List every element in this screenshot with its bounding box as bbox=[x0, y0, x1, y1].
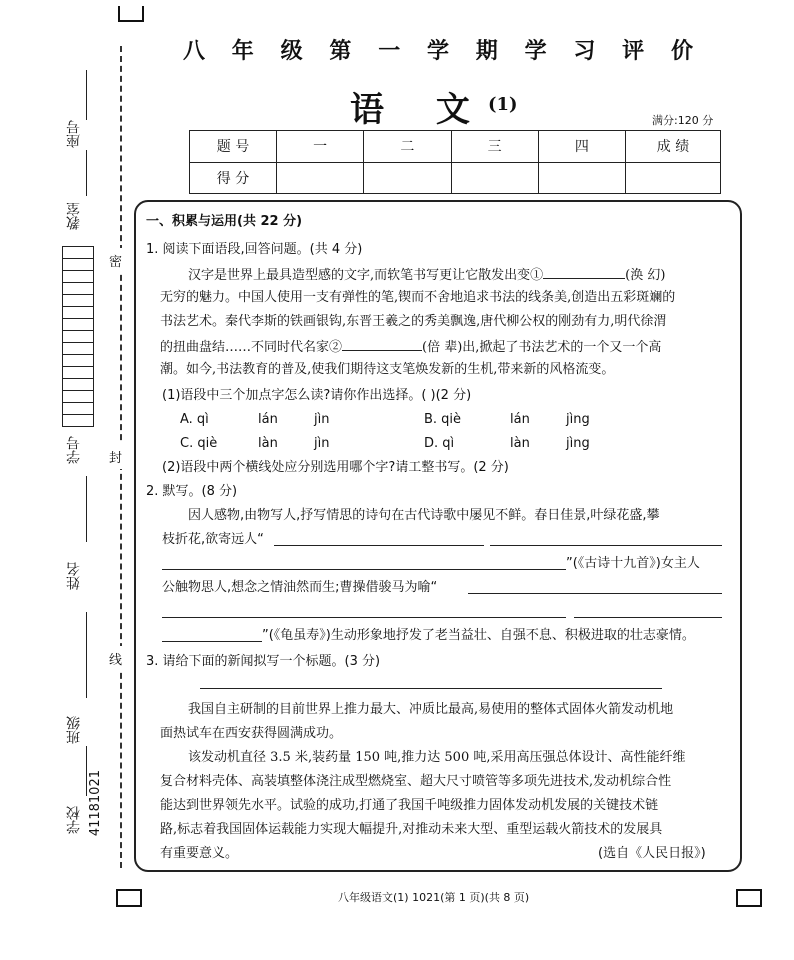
blank-2[interactable] bbox=[342, 338, 422, 351]
answer-line[interactable] bbox=[490, 545, 722, 546]
title-char: 学 bbox=[426, 38, 449, 64]
blank-1[interactable] bbox=[543, 266, 625, 279]
class-label: 班级 bbox=[66, 716, 82, 744]
score-input-cell[interactable] bbox=[538, 162, 625, 194]
answer-line[interactable] bbox=[162, 617, 566, 618]
section-heading: 一、积累与运用(共 22 分) bbox=[146, 214, 303, 229]
title-char: 期 bbox=[475, 38, 498, 64]
answer-line[interactable] bbox=[468, 593, 722, 594]
news-line: 我国自主研制的目前世界上推力最大、冲质比最高,易使用的整体式固体火箭发动机地 bbox=[188, 702, 674, 717]
seal-mi: 密 bbox=[109, 248, 122, 273]
title-char: 价 bbox=[670, 38, 693, 64]
q1-passage-line: 潮。如今,书法教育的普及,使我们期待这支笔焕发新的生机,带来新的风格流变。 bbox=[160, 362, 615, 377]
q1-sub2: (2)语段中两个横线处应分别选用哪个字?请工整书写。(2 分) bbox=[162, 460, 509, 475]
score-input-cell[interactable] bbox=[451, 162, 538, 194]
score-cell: 二 bbox=[364, 131, 451, 163]
exam-title bbox=[183, 34, 693, 65]
seat-label: 座号 bbox=[66, 120, 82, 148]
score-input-cell[interactable] bbox=[277, 162, 364, 194]
school-line[interactable] bbox=[86, 746, 87, 796]
title-char: 一 bbox=[378, 38, 401, 64]
answer-line[interactable] bbox=[574, 617, 722, 618]
news-line: 能达到世界领先水平。试验的成功,打通了我国千吨级推力固体发动机发展的关键技术链 bbox=[160, 798, 659, 813]
score-cell: 成 绩 bbox=[626, 131, 721, 163]
q1-passage-line bbox=[160, 338, 661, 356]
score-header-row bbox=[190, 131, 721, 163]
score-cell: 三 bbox=[451, 131, 538, 163]
option-a-2: lán bbox=[258, 412, 278, 427]
q1-passage-line: 无穷的魅力。中国人使用一支有弹性的笔,锲而不舍地追求书法的线条美,创造出五彩斑斓的 bbox=[160, 290, 676, 305]
exam-room-label: 教室 bbox=[66, 202, 82, 230]
option-c[interactable]: C. qiè bbox=[180, 436, 218, 451]
registration-mark-bottom-left bbox=[116, 889, 142, 907]
news-line: 面热试车在西安获得圆满成功。 bbox=[160, 726, 343, 741]
headline-answer-line[interactable] bbox=[200, 688, 662, 689]
q3-title: 3. 请给下面的新闻拟写一个标题。(3 分) bbox=[146, 654, 381, 669]
q2-title: 2. 默写。(8 分) bbox=[146, 484, 238, 499]
title-char: 八 bbox=[183, 38, 206, 64]
option-a-3: jìn bbox=[314, 412, 330, 427]
option-b[interactable]: B. qiè bbox=[424, 412, 462, 427]
full-mark: 满分:120 分 bbox=[652, 114, 714, 127]
news-line: 有重要意义。 bbox=[160, 846, 239, 861]
exam-number-grid[interactable] bbox=[62, 246, 94, 427]
seal-feng: 封 bbox=[109, 444, 122, 469]
student-no-label: 学号 bbox=[66, 436, 82, 464]
q1-passage-text: (涣 幻) bbox=[625, 268, 666, 283]
option-d-3: jìng bbox=[566, 436, 590, 451]
q2-line: 公触物思人,想念之情油然而生;曹操借骏马为喻“ bbox=[162, 580, 438, 595]
q2-line: 因人感物,由物写人,抒写情思的诗句在古代诗歌中屡见不鲜。春日佳景,叶绿花盛,攀 bbox=[188, 508, 660, 523]
page-footer: 八年级语文(1) 1021(第 1 页)(共 8 页) bbox=[338, 891, 530, 904]
seat-line[interactable] bbox=[86, 70, 87, 120]
q1-passage-text: (倍 辈)出,掀起了书法艺术的一个又一个高 bbox=[422, 340, 662, 355]
score-input-cell[interactable] bbox=[364, 162, 451, 194]
q1-title: 1. 阅读下面语段,回答问题。(共 4 分) bbox=[146, 242, 363, 257]
q2-line: ”(《龟虽寿》)生动形象地抒发了老当益壮、自强不息、积极进取的壮志豪情。 bbox=[262, 628, 695, 643]
seal-xian: 线 bbox=[109, 646, 122, 671]
q2-line: 枝折花,欲寄远人“ bbox=[162, 532, 264, 547]
score-cell: 一 bbox=[277, 131, 364, 163]
option-a[interactable]: A. qì bbox=[180, 412, 209, 427]
q1-sub1: (1)语段中三个加点字怎么读?请你作出选择。( )(2 分) bbox=[162, 388, 472, 403]
title-char: 评 bbox=[622, 38, 645, 64]
name-line[interactable] bbox=[86, 476, 87, 542]
volume-number: (1) bbox=[488, 94, 518, 115]
class-line[interactable] bbox=[86, 612, 87, 698]
q1-passage-line: 书法艺术。秦代李斯的铁画银钩,东晋王羲之的秀美飘逸,唐代柳公权的刚劲有力,明代徐渭 bbox=[160, 314, 667, 329]
q2-line: ”(《古诗十九首》)女主人 bbox=[566, 556, 700, 571]
answer-line[interactable] bbox=[162, 641, 262, 642]
news-line: 路,标志着我国固体运载能力实现大幅提升,对推动未来大型、重型运载火箭技术的发展具 bbox=[160, 822, 663, 837]
news-line: 复合材料壳体、高装填整体浇注成型燃烧室、超大尺寸喷管等多项先进技术,发动机综合性 bbox=[160, 774, 672, 789]
score-cell: 得 分 bbox=[190, 162, 277, 194]
answer-line[interactable] bbox=[162, 569, 566, 570]
news-source: (选自《人民日报》) bbox=[598, 846, 706, 861]
q1-passage-text: 汉字是世界上最具造型感的文字,而软笔书写更让它散发出变① bbox=[188, 268, 544, 283]
score-cell: 四 bbox=[538, 131, 625, 163]
option-c-3: jìn bbox=[314, 436, 330, 451]
news-line: 该发动机直径 3.5 米,装药量 150 吨,推力达 500 吨,采用高压强总体设计、高性能纤维 bbox=[188, 750, 686, 765]
score-cell: 题 号 bbox=[190, 131, 277, 163]
q1-passage-line bbox=[188, 266, 665, 284]
name-label: 姓名 bbox=[66, 562, 82, 590]
subject-title: 语 文 bbox=[350, 90, 490, 130]
score-value-row bbox=[190, 162, 721, 194]
q1-passage-text: 的扭曲盘结……不同时代名家② bbox=[160, 340, 343, 355]
title-char: 年 bbox=[231, 38, 254, 64]
option-b-3: jìng bbox=[566, 412, 590, 427]
option-c-2: làn bbox=[258, 436, 278, 451]
exam-code: 41181021 bbox=[88, 770, 103, 837]
exam-room-line[interactable] bbox=[86, 150, 87, 196]
answer-line[interactable] bbox=[274, 545, 484, 546]
option-d[interactable]: D. qì bbox=[424, 436, 455, 451]
title-char: 级 bbox=[280, 38, 303, 64]
score-table bbox=[189, 130, 721, 194]
option-d-2: làn bbox=[510, 436, 530, 451]
score-input-cell[interactable] bbox=[626, 162, 721, 194]
title-char: 学 bbox=[524, 38, 547, 64]
registration-mark-bottom-right bbox=[736, 889, 762, 907]
school-label: 学校 bbox=[66, 806, 82, 834]
title-char: 第 bbox=[329, 38, 352, 64]
registration-mark-top bbox=[118, 6, 144, 22]
option-b-2: lán bbox=[510, 412, 530, 427]
title-char: 习 bbox=[573, 38, 596, 64]
